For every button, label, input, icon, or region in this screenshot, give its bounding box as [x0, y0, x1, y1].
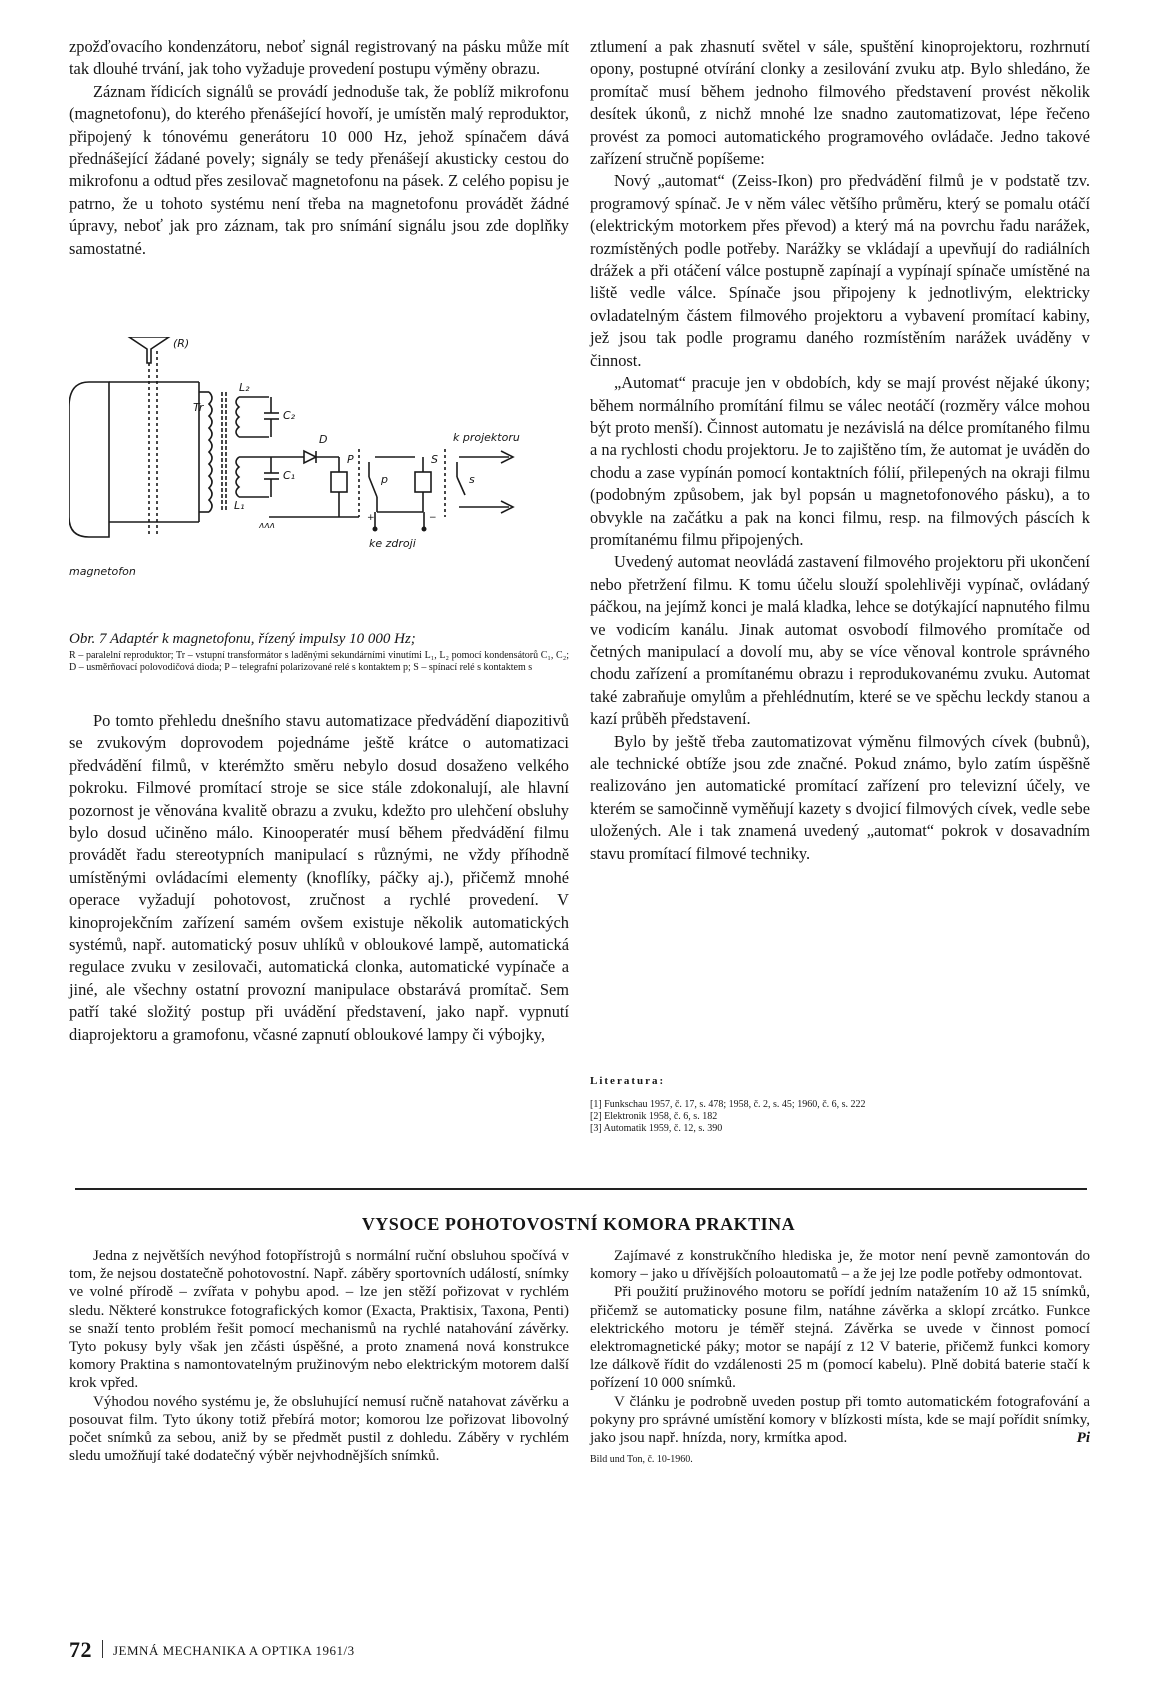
- label-l2: L₂: [239, 381, 250, 394]
- magnetofon-box: [69, 382, 109, 537]
- figure-caption: [69, 631, 569, 673]
- label-plus: +: [367, 513, 375, 523]
- journal-name: JEMNÁ MECHANIKA A OPTIKA 1961/3: [113, 1643, 355, 1658]
- paragraph: Bylo by ještě třeba zautomatizovat výměnu filmových cívek (bubnů), ale technické obtíže jsou zde značné. Pokud známo, bylo zatím úspěšně realizováno jen automatické promítací zařízení pro televizní účely, ve kterém se samočinně vyměňují kazety s dvojicí filmových cívek, vedle sebe uložených. Ale i tak znamená uvedený „automat“ pokrok v dosavadním stavu promítací filmové techniky.: [590, 731, 1090, 863]
- left-column-lower: [69, 710, 569, 1046]
- label-c1: C₁: [283, 469, 296, 482]
- relay-p: [331, 472, 347, 492]
- paragraph: Po tomto přehledu dnešního stavu automatizace předvádění diapozitivů se zvukovým doprovodem pojednáme ještě krátce o automatizaci předvádění filmů, v kterémžto směru nebylo dosud dosaženo velkého pokroku. Filmové promítací stroje se sice stále zdokonalují, ale hlavní pozornost je věnována kvalitě obrazu a zvuku, kdežto pro ulehčení obsluhy bylo dosud učiněno málo. Kinooperatér musí během předvádění filmu provádět řadu stereotypních manipulací s různými, ne vždy příhodně umístěnými ovládacími elementy (knoflíky, páčky aj.), přičemž mnohé operace vyžadují pohotovost, zručnost a rychlé provedení. V kinoprojekčním zařízení samém ovšem existuje několik automatických systémů, např. automatický posuv uhlíků v obloukové lampě, automatická regulace zvuku v zesilovači, automatická clonka, automatické vypínače a jiné, ale všechny ostatní provozní manipulace obstarává promítač. Sem patří také složitý postup při uvádění představení, jako např. vypnutí diaprojektoru a gramofonu, včasné zapnutí obloukové lampy či výbojky,: [69, 711, 569, 1044]
- coil-l2: [236, 397, 239, 437]
- paragraph: Jedna z největších nevýhod fotopřístrojů s normální ruční obsluhou spočívá v tom, že nejsou dostatečně pohotovostní. Např. záběry sportovních událostí, snímky ve volné přírodě – zvířata v pohybu apod. – lze jen stěží pořizovat v rychlém sledu. Některé konstrukce fotografických komor (Exacta, Praktisix, Taxona, Penti) se snaží tento problém řešit pomocí mechanismů na rychlé natahování závěrky. Tyto pokusy byly však jen zčásti úspěšné, a proto znamená nová konstrukce komory Praktina s namontovatelným pružinovým nebo elektrickým motorem další krok vpřed.: [69, 1248, 569, 1392]
- diode-symbol: [304, 451, 316, 463]
- label-relay-s: S: [431, 453, 438, 466]
- paragraph: Záznam řídicích signálů se provádí jednoduše tak, že poblíž mikrofonu (magnetofonu), do kterého přenášející hovoří, je umístěn malý reproduktor, připojený k tónovému generátoru 10 000 Hz, jehož spínačem dává přednášející žádané povely; signály se tedy přenášejí akusticky cestou do mikrofonu a odtud přes zesilovač magnetofonu na pásek. Z celého popisu je patrno, že u tohoto systému není třeba na magnetofonu provádět žádné úpravy, neboť jak pro záznam, tak pro snímání signálu jsou zde doplňky samostatné.: [69, 81, 569, 258]
- article2-left-column: [69, 1247, 569, 1465]
- label-ground: ᴧᴧᴧ: [259, 521, 275, 531]
- source-citation: Bild und Ton, č. 10-1960.: [590, 1454, 693, 1466]
- label-c2: C₂: [283, 409, 296, 422]
- paragraph: [590, 1393, 1090, 1448]
- paragraph: Uvedený automat neovládá zastavení filmového projektoru při ukončení nebo přetržení filmu. K tomu účelu slouží spolehlivěji vypínač, ovládaný páčkou, na jejímž konci je malá kladka, lehce se dotýkající napnutého filmu ve vodicím kanálu. Jinak automat osvobodí filmového promítače od četných manipulací a dovolí mu, aby se více věnoval kontrole správného chodu zařízení a promítanému obrazu i reprodukovanému zvuku. Automat také zabraňuje omylům a přehlédnutím, které se ve spěchu leckdy stanou a kazí průběh představení.: [590, 552, 1090, 729]
- circuit-diagram: [69, 337, 579, 627]
- paragraph: „Automat“ pracuje jen v obdobích, kdy se mají provést nějaké úkony; během normálního promítání filmu se válec neotáčí (rozměry válce mohou být proto menší). Činnost automatu je nezávislá na délce promítaného filmu a na rychlosti chodu projektoru. Je to zajištěno tím, že automat je uváděn do chodu a zase vypínán pomocí kontaktních fólií, přilepených na okraji filmu (podobným způsobem, jak byl popsán u magnetofonového pásku), a to obvykle na začátku a pak na konci filmu, resp. na filmových páscích k promítanému filmu připojených.: [590, 373, 1090, 549]
- label-projector: k projektoru: [453, 431, 520, 444]
- section-divider: [75, 1188, 1087, 1190]
- coil-l1: [236, 457, 239, 497]
- label-contact-s: s: [469, 473, 475, 486]
- literature-section: [590, 1075, 1090, 1135]
- article2-right-column: [590, 1247, 1090, 1469]
- footer-separator: [102, 1640, 103, 1658]
- paragraph: ztlumení a pak zhasnutí světel v sále, spuštění kinoprojektoru, rozhrnutí opony, postupné otvírání clonky a zesilování zvuku atp. Bylo shledáno, že promítač musí během jednoho filmového představení provést několik desítek úkonů, z nichž mnohé lze snadno zautomatizovat, lépe řečeno provést za pomoci automatického programového ovládače. Jedno takové zařízení stručně popíšeme:: [590, 37, 1090, 169]
- label-source: ke zdroji: [369, 537, 416, 550]
- literature-heading: Literatura:: [590, 1075, 666, 1087]
- page-footer: [69, 1637, 355, 1663]
- relay-s: [415, 472, 431, 492]
- label-l1: L₁: [234, 499, 245, 512]
- article-title: VYSOCE POHOTOVOSTNÍ KOMORA PRAKTINA: [361, 1214, 796, 1234]
- paragraph: zpožďovacího kondenzátoru, neboť signál registrovaný na pásku může mít tak dlouhé trvání, jak toho vyžaduje provedení postupu výměny obrazu.: [69, 37, 569, 79]
- literature-item: [1] Funkschau 1957, č. 17, s. 478; 1958, č. 2, s. 45; 1960, č. 6, s. 222: [590, 1099, 866, 1110]
- label-magnetofon: magnetofon: [69, 565, 136, 578]
- paragraph: Při použití pružinového motoru se pořídí jedním natažením 10 až 15 snímků, přičemž se automaticky posune film, natáhne závěrka a sklopí zrcátko. Funkce elektrického motoru je téměř stejná. Závěrka se uvede v činnost pomocí elektromagnetické páky; motor se napájí z 12 V baterie, přičemž funkci komory lze dálkově řídit do vzdálenosti 25 m (pomocí kabelu). Plně dobitá baterie stačí k pořízení 10 000 snímků.: [590, 1284, 1090, 1392]
- caption-legend: R – paralelní reproduktor; Tr – vstupní transformátor s laděnými sekundárními vinutími L₁, L₂ pomocí kondensátorů C₁, C₂; D – usměrňovací polovodičová dioda; P – telegrafní polarizované relé s kontaktem p; S – spínací relé s kontaktem s: [69, 650, 569, 673]
- label-minus: −: [429, 513, 437, 523]
- literature-item: [3] Automatik 1959, č. 12, s. 390: [590, 1123, 723, 1134]
- speaker-icon: [129, 337, 169, 363]
- left-column-upper: [69, 36, 569, 260]
- right-column: [590, 36, 1090, 865]
- label-d: D: [319, 433, 328, 446]
- literature-list: [590, 1099, 1090, 1135]
- transformer-primary: [209, 392, 212, 512]
- caption-title: Obr. 7 Adaptér k magnetofonu, řízený impulsy 10 000 Hz;: [69, 631, 416, 647]
- last-paragraph-text: V článku je podrobně uveden postup při tomto automatickém fotografování a pokyny pro správné umístění komory v blízkosti místa, kde se mají pořídit snímky, jako jsou např. hnízda, nory, krmítka apod.: [590, 1393, 1090, 1447]
- label-contact-p: p: [381, 473, 388, 486]
- paragraph: Výhodou nového systému je, že obsluhující nemusí ručně natahovat závěrku a posouvat film. Tyto úkony totiž přebírá motor; komorou lze pořizovat libovolný počet snímků za sebou, aniž by se předmět pustil z dohledu. Záběry v rychlém sledu umožňují také dodatečný výběr nejvhodnějších snímků.: [69, 1393, 569, 1465]
- literature-item: [2] Elektronik 1958, č. 6, s. 182: [590, 1111, 718, 1122]
- paragraph: Nový „automat“ (Zeiss-Ikon) pro předvádění filmů je v podstatě tzv. programový spínač. Je v něm válec většího průměru, který se pomalu otáčí (elektrickým motorkem přes převod) a který má na povrchu řadu narážek, rozmístěných podle potřeby. Narážky se vkládají a upevňují do radiálních drážek a při otáčení válce postupně zapínají a vypínají spínače umístěné na liště vedle válce. Spínače jsou připojeny k jednotlivým, elektricky ovladatelným částem filmového projektoru a vybavení promítací kabiny, jež jsou tak podle programu daného rozmístěním narážek uváděny v činnost.: [590, 171, 1090, 370]
- label-r: (R): [173, 337, 190, 350]
- label-relay-p: P: [347, 453, 354, 466]
- page-number: 72: [69, 1637, 92, 1662]
- circuit-drawing: [69, 337, 579, 627]
- paragraph: Zajímavé z konstrukčního hlediska je, že motor není pevně zamontován do komory – jako u dřívějších poloautomatů – a že jej lze podle potřeby odmontovat.: [590, 1248, 1090, 1283]
- author-signature: Pi: [1076, 1430, 1090, 1447]
- label-tr: Tr: [193, 401, 204, 414]
